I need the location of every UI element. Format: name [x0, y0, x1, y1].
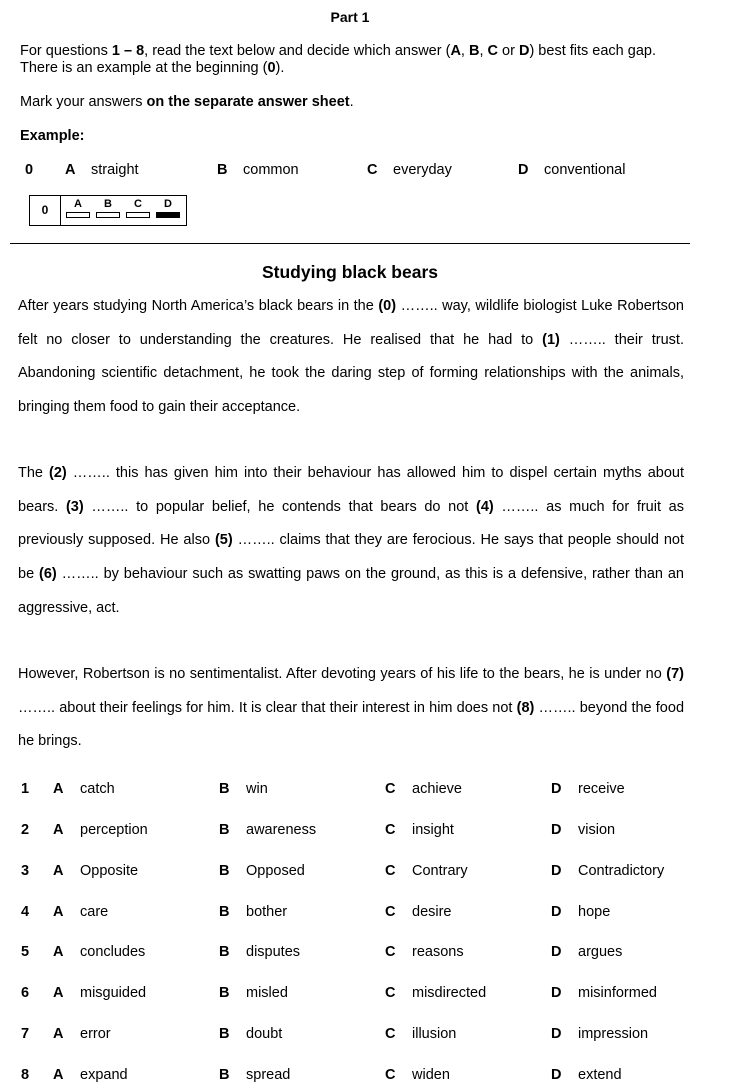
- story-paragraph-3: However, Robertson is no sentimentalist. After devoting years of his life to the bears, he is under no (7) …….. about their feelings for him. It is clear that their interest in him does not (8) …….. beyond the food he brings.: [18, 666, 685, 750]
- option-letter: D: [551, 944, 562, 960]
- question-row: [0, 781, 730, 801]
- option-letter: A: [65, 162, 76, 178]
- option-word: Contradictory: [578, 863, 665, 879]
- example-label: Example:: [20, 128, 85, 144]
- option-letter: C: [385, 1026, 396, 1042]
- option-letter: A: [53, 822, 64, 838]
- gap-0: (0): [378, 298, 397, 314]
- gap-1: (1): [542, 331, 560, 348]
- gap-7: (7): [666, 666, 684, 682]
- instructions: [20, 43, 700, 77]
- answer-bubble-a: [66, 212, 90, 218]
- gap-8: (8): [516, 699, 535, 716]
- option-letter: A: [53, 1026, 64, 1042]
- option-word: error: [80, 1026, 111, 1042]
- option-word: Opposed: [246, 863, 305, 879]
- answer-cell-a: A: [66, 199, 90, 218]
- question-row: [0, 1026, 730, 1046]
- answer-cell-b: B: [96, 199, 120, 218]
- option-letter: B: [219, 904, 230, 920]
- option-letter: A: [53, 1067, 64, 1083]
- instructions-line-2: There is an example at the beginning (0).: [20, 60, 285, 76]
- option-letter: D: [551, 781, 562, 797]
- story-paragraph-1: After years studying North America’s black bears in the (0) …….. way, wildlife biologist Luke Robertson felt no closer to understanding the creatures. He realised that he had to (1) …….. their trust. Abandoning scientific detachment, he took the daring step of forming relationships with the animals, bringing them food to gain their acceptance.: [18, 298, 684, 416]
- question-number: 1: [21, 781, 30, 797]
- option-word: straight: [91, 162, 139, 178]
- option-letter: D: [551, 904, 562, 920]
- option-word: everyday: [393, 162, 452, 178]
- option-word: Opposite: [80, 863, 139, 879]
- option-letter: A: [53, 944, 64, 960]
- option-letter: C: [385, 1067, 396, 1083]
- example-answer-sheet: [29, 195, 187, 226]
- option-letter: B: [219, 1067, 230, 1083]
- option-letter: B: [217, 162, 228, 178]
- option-word: conventional: [544, 162, 626, 178]
- option-letter: B: [219, 985, 230, 1001]
- option-word: catch: [80, 781, 115, 797]
- example-number: 0: [25, 162, 34, 178]
- option-word: awareness: [246, 822, 317, 838]
- option-word: concludes: [80, 944, 146, 960]
- option-letter: D: [518, 162, 529, 178]
- option-letter: B: [219, 1026, 230, 1042]
- option-letter: D: [551, 863, 562, 879]
- option-letter: D: [551, 1067, 562, 1083]
- option-letter: C: [385, 863, 396, 879]
- option-letter: D: [551, 985, 562, 1001]
- example-options: [0, 162, 730, 182]
- option-letter: B: [219, 822, 230, 838]
- option-word: insight: [412, 822, 454, 838]
- question-number: 3: [21, 863, 30, 879]
- question-number: 4: [21, 904, 30, 920]
- option-word: extend: [578, 1067, 622, 1083]
- section-divider: [10, 243, 690, 244]
- option-letter: D: [551, 1026, 562, 1042]
- option-word: win: [246, 781, 268, 797]
- answer-bubble-c: [126, 212, 150, 218]
- question-row: [0, 1067, 730, 1087]
- option-word: misinformed: [578, 985, 657, 1001]
- option-word: hope: [578, 904, 611, 920]
- answer-sheet-number: 0: [30, 196, 61, 225]
- option-word: desire: [412, 904, 452, 920]
- story-title: Studying black bears: [261, 262, 439, 282]
- option-word: misguided: [80, 985, 147, 1001]
- option-letter: B: [219, 944, 230, 960]
- question-number: 8: [21, 1067, 30, 1083]
- question-row: [0, 863, 730, 883]
- answer-bubble-b: [96, 212, 120, 218]
- question-number: 6: [21, 985, 30, 1001]
- option-letter: A: [53, 985, 64, 1001]
- instructions-line-1: For questions 1 – 8, read the text below and decide which answer (A, B, C or D) best fits each gap.: [20, 43, 656, 59]
- option-letter: C: [385, 904, 396, 920]
- option-word: vision: [578, 822, 616, 838]
- option-word: illusion: [412, 1026, 457, 1042]
- option-word: misdirected: [412, 985, 487, 1001]
- option-word: achieve: [412, 781, 462, 797]
- answer-bubble-d-selected: [156, 212, 180, 218]
- question-row: [0, 944, 730, 964]
- option-word: receive: [578, 781, 625, 797]
- gap-5: (5): [214, 532, 233, 549]
- option-word: perception: [80, 822, 148, 838]
- option-letter: C: [385, 781, 396, 797]
- option-letter: B: [219, 781, 230, 797]
- question-number: 5: [21, 944, 30, 960]
- option-word: doubt: [246, 1026, 283, 1042]
- option-word: disputes: [246, 944, 301, 960]
- option-word: care: [80, 904, 109, 920]
- option-letter: C: [385, 985, 396, 1001]
- part-title: Part 1: [330, 9, 370, 25]
- option-word: misled: [246, 985, 288, 1001]
- option-word: impression: [578, 1026, 649, 1042]
- option-letter: C: [385, 822, 396, 838]
- option-letter: D: [551, 822, 562, 838]
- option-letter: A: [53, 904, 64, 920]
- gap-2: (2): [49, 465, 67, 481]
- mark-instructions: Mark your answers on the separate answer sheet.: [20, 94, 354, 110]
- question-row: [0, 904, 730, 924]
- gap-3: (3): [65, 498, 84, 515]
- question-number: 2: [21, 822, 30, 838]
- question-row: [0, 822, 730, 842]
- answer-cell-d: D: [156, 199, 180, 218]
- option-word: common: [243, 162, 299, 178]
- option-letter: A: [53, 781, 64, 797]
- option-word: Contrary: [412, 863, 468, 879]
- option-word: reasons: [412, 944, 464, 960]
- option-word: bother: [246, 904, 288, 920]
- gap-4: (4): [476, 498, 494, 515]
- option-word: expand: [80, 1067, 128, 1083]
- option-word: widen: [412, 1067, 450, 1083]
- gap-6: (6): [39, 566, 57, 583]
- option-letter: C: [367, 162, 378, 178]
- answer-cell-c: C: [126, 199, 150, 218]
- option-letter: A: [53, 863, 64, 879]
- option-word: spread: [246, 1067, 291, 1083]
- option-letter: B: [219, 863, 230, 879]
- option-word: argues: [578, 944, 623, 960]
- question-number: 7: [21, 1026, 30, 1042]
- question-row: [0, 985, 730, 1005]
- story-paragraph-2: The (2) …….. this has given him into their behaviour has allowed him to dispel certain myths about bears. (3) …….. to popular belief, he contends that bears do not (4) …….. as much for fruit as previously supposed. He also (5) …….. claims that they are ferocious. He says that people should not be (6) …….. by behaviour such as swatting paws on the ground, as this is a defensive, rather than an aggressive, act.: [18, 465, 684, 616]
- option-letter: C: [385, 944, 396, 960]
